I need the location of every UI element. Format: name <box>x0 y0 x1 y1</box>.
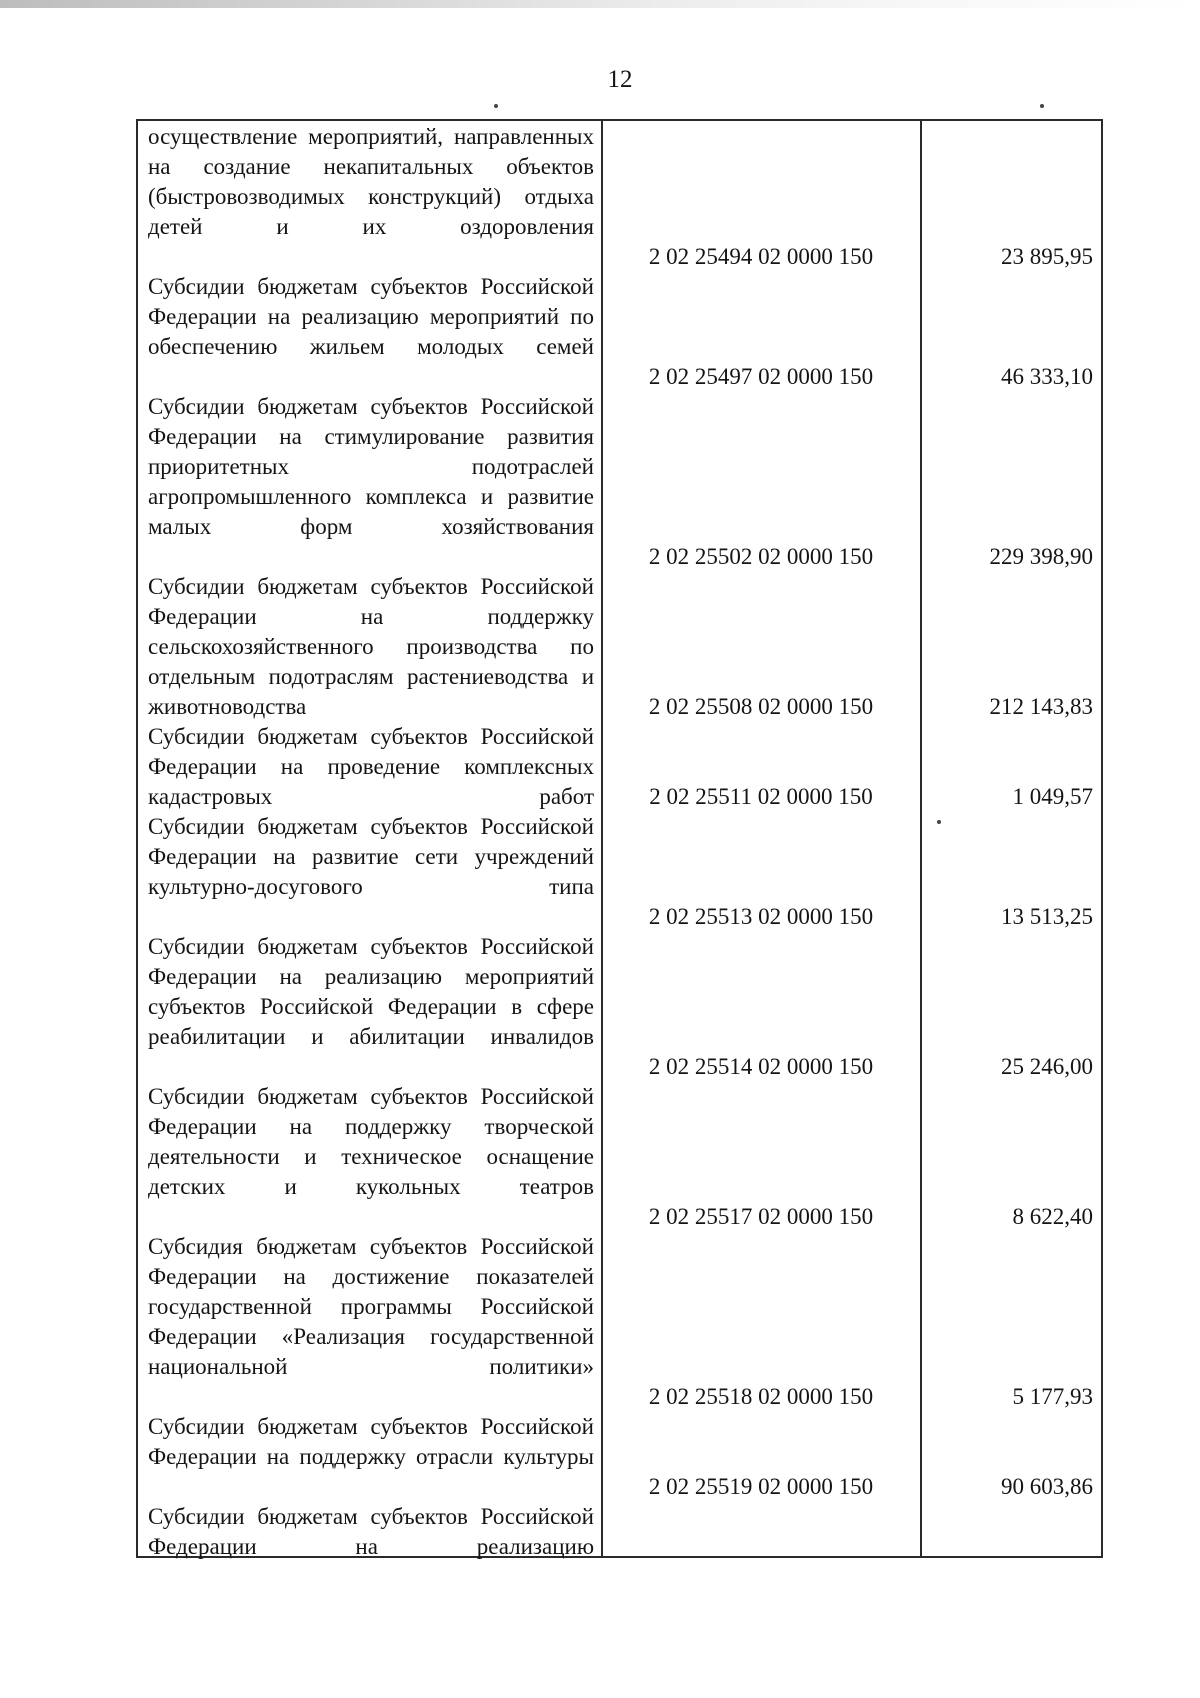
row-description: Субсидии бюджетам субъектов Российской Федерации на реализацию <box>148 1504 594 1559</box>
row-amount: 23 895,95 <box>1001 244 1093 269</box>
row-description: Субсидии бюджетам субъектов Российской Федерации на реализацию мероприятий субъектов Российской Федерации в сфере реабилитации и абилитации инвалидов <box>148 934 594 1049</box>
row-code: 2 02 25497 02 0000 150 <box>648 364 874 389</box>
row-description: Субсидии бюджетам субъектов Российской Федерации на проведение комплексных кадастровых работ <box>148 724 594 809</box>
row-code: 2 02 25518 02 0000 150 <box>648 1384 874 1409</box>
row-amount: 46 333,10 <box>1001 364 1093 389</box>
scan-speck <box>937 820 941 824</box>
row-code: 2 02 25502 02 0000 150 <box>648 544 874 569</box>
row-description: Субсидии бюджетам субъектов Российской Федерации на реализацию мероприятий по обеспечению жильем молодых семей <box>148 274 594 359</box>
row-code: 2 02 25513 02 0000 150 <box>648 904 874 929</box>
scan-edge-shading <box>0 0 1200 8</box>
row-amount: 13 513,25 <box>1001 904 1093 929</box>
row-code: 2 02 25511 02 0000 150 <box>649 784 873 809</box>
row-amount: 229 398,90 <box>989 544 1093 569</box>
scan-speck <box>1040 104 1044 108</box>
row-amount: 8 622,40 <box>1012 1204 1093 1229</box>
row-description: Субсидии бюджетам субъектов Российской Федерации на развитие сети учреждений культурно-досугового типа <box>148 814 594 899</box>
scan-speck <box>494 104 498 108</box>
row-description: Субсидии бюджетам субъектов Российской Федерации на стимулирование развития приоритетных подотраслей агропромышленного комплекса и развитие малых форм хозяйствования <box>148 394 594 539</box>
page-number: 12 <box>607 66 633 93</box>
row-amount: 90 603,86 <box>1001 1474 1093 1499</box>
row-description: Субсидии бюджетам субъектов Российской Федерации на поддержку творческой деятельности и техническое оснащение детских и кукольных театров <box>148 1084 594 1199</box>
row-amount: 212 143,83 <box>989 694 1093 719</box>
row-code: 2 02 25514 02 0000 150 <box>648 1054 874 1079</box>
row-description: Субсидии бюджетам субъектов Российской Федерации на поддержку сельскохозяйственного производства по отдельным подотраслям растениеводства и животноводства <box>148 574 594 719</box>
row-amount: 25 246,00 <box>1001 1054 1093 1079</box>
row-amount: 1 049,57 <box>1012 784 1093 809</box>
column-divider-amount <box>920 121 922 1556</box>
row-code: 2 02 25508 02 0000 150 <box>648 694 874 719</box>
row-description: осуществление мероприятий, направленных на создание некапитальных объектов (быстровозводимых конструкций) отдыха детей и их оздоровления <box>148 124 594 239</box>
column-divider-code <box>601 121 603 1556</box>
budget-table <box>136 119 1103 1558</box>
row-code: 2 02 25494 02 0000 150 <box>648 244 874 269</box>
row-code: 2 02 25519 02 0000 150 <box>648 1474 874 1499</box>
row-code: 2 02 25517 02 0000 150 <box>648 1204 874 1229</box>
row-description: Субсидия бюджетам субъектов Российской Федерации на достижение показателей государственной программы Российской Федерации «Реализация государственной национальной политики» <box>148 1234 594 1379</box>
row-description: Субсидии бюджетам субъектов Российской Федерации на поддержку отрасли культуры <box>148 1414 594 1469</box>
row-amount: 5 177,93 <box>1012 1384 1093 1409</box>
